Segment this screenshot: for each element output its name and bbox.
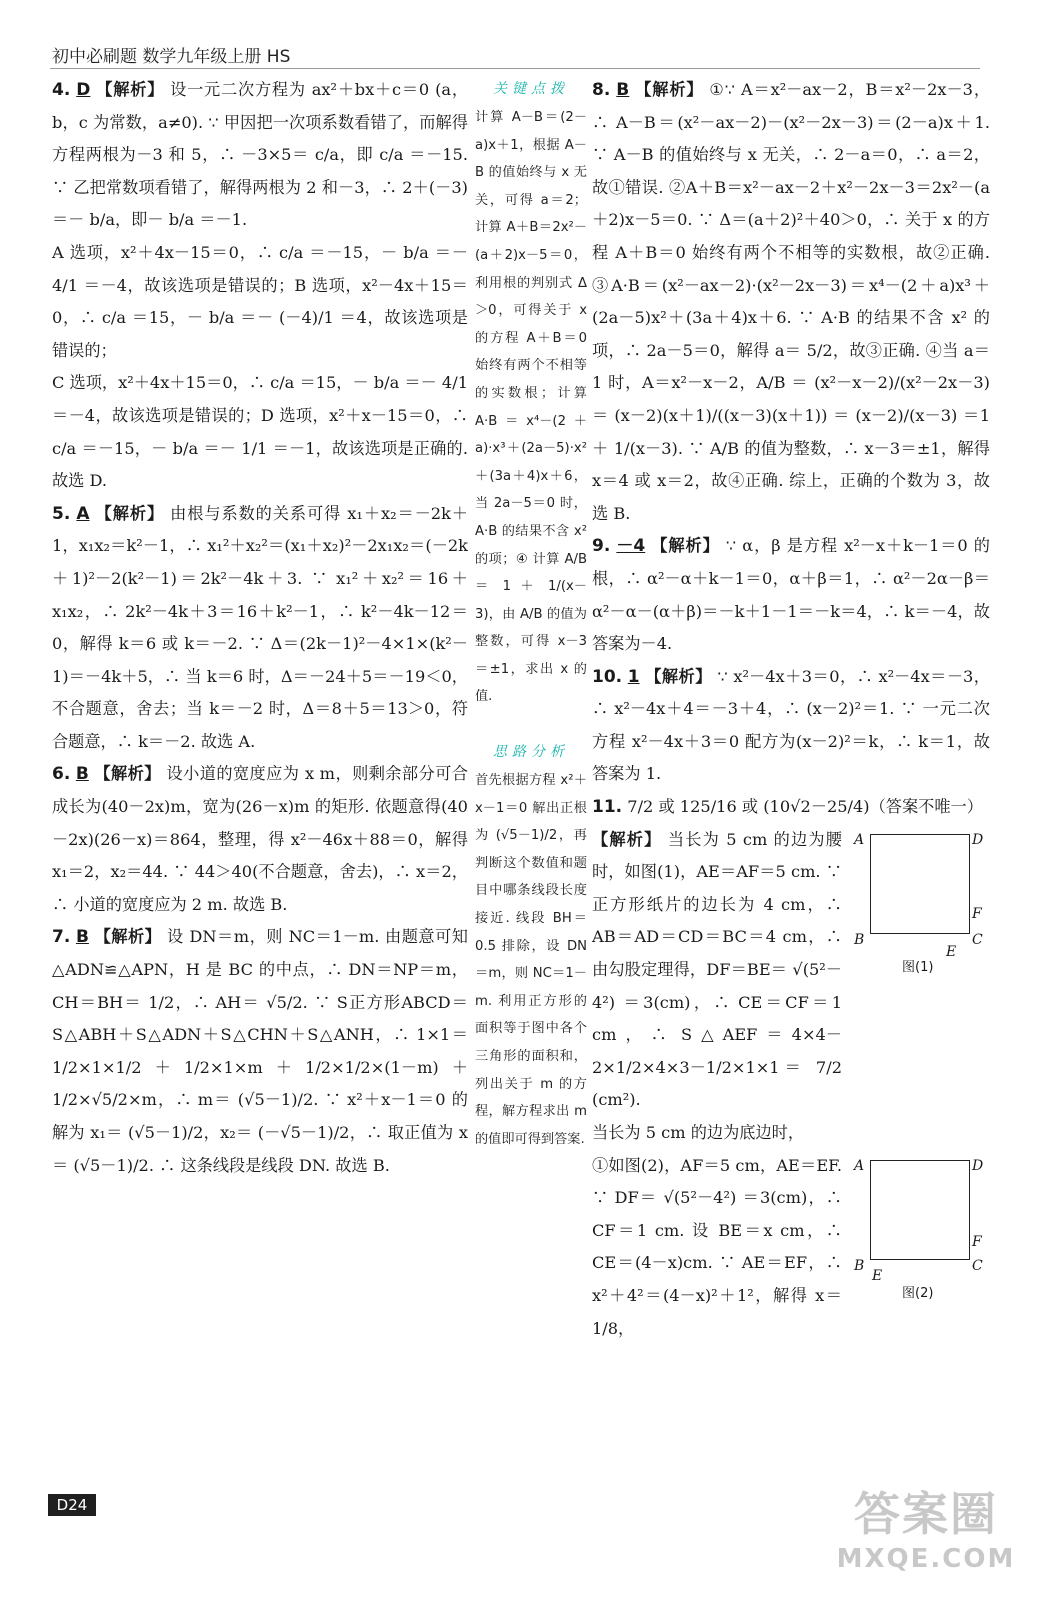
analysis-tag: 【解析】	[645, 666, 712, 686]
tip-title: 关键点拨	[493, 81, 569, 97]
question-answer: 7/2 或 125/16 或 (10√2－25/4)（答案不唯一）	[627, 797, 983, 817]
question-answer: B	[75, 764, 89, 785]
analysis-tag: 【解析】	[95, 503, 165, 523]
header-divider	[50, 68, 980, 69]
square-shape	[870, 834, 970, 934]
question-answer: B	[75, 927, 89, 948]
side-notes	[475, 74, 587, 1153]
question-10	[592, 661, 990, 791]
analysis-text: 设小道的宽度应为 x m，则剩余部分可合成长为(40－2x)m，宽为(26－x)m 的矩形. 依题意得(40－2x)(26－x)＝864，整理，得 x²－46x＋88＝0，解得 x₁＝2，x₂＝44. ∵ 44＞40(不合题意，舍去)，∴ x＝2，∴ 小道的宽度应为 2 m. 故选 B.	[52, 764, 468, 914]
question-answer: 1	[627, 666, 640, 687]
question-6	[52, 758, 468, 921]
question-5	[52, 498, 468, 759]
analysis-text: 当长为 5 cm 的边为底边时，	[592, 1123, 805, 1142]
analysis-tag: 【解析】	[592, 829, 662, 849]
vertex-label: A	[854, 831, 865, 848]
page-header: 初中必刷题 数学九年级上册 HS	[52, 47, 291, 67]
vertex-label: E	[872, 1267, 883, 1284]
analysis-text: ①∵ A＝x²－ax－2，B＝x²－2x－3，∴ A－B＝(x²－ax－2)－(x²－2x－3)＝(2－a)x＋1. ∵ A－B 的值始终与 x 无关，∴ 2－a＝0，∴ a＝2，故①错误. ②A＋B＝x²－ax－2＋x²－2x－3＝2x²－(a＋2)x－5＝0. ∵ Δ＝(a＋2)²＋40＞0，∴ 关于 x 的方程 A＋B＝0 始终有两个不相等的实数根，故②正确. ③A·B＝(x²－ax－2)·(x²－2x－3)＝x⁴－(2＋a)x³＋(2a－5)x²＋(3a＋4)x＋6. ∵ A·B 的结果不含 x² 的项，∴ 2a－5＝0，解得 a＝ 5/2，故③正确. ④当 a＝1 时，A＝x²－x－2，A/B ＝ (x²－x－2)/(x²－2x－3) ＝ (x－2)(x＋1)/((x－3)(x＋1)) ＝ (x－2)/(x－3) ＝1＋ 1/(x－3). ∵ A/B 的值为整数，∴ x－3＝±1，解得 x＝4 或 x＝2，故④正确. 综上，正确的个数为 3，故选 B.	[592, 80, 991, 523]
right-column	[592, 74, 990, 1345]
square-shape	[870, 1160, 970, 1260]
question-number: 11.	[592, 797, 623, 818]
analysis-text: ①如图(2)，AF＝5 cm，AE＝EF. ∵ DF＝ √(5²－4²) ＝3(cm)，∴ CF＝1 cm. 设 BE＝x cm，∴ CE＝(4－x)cm. ∵ AE＝EF，∴ x²＋4²＝(4－x)²＋1²，解得 x＝ 1/8，	[592, 1155, 842, 1338]
question-number: 5.	[52, 503, 71, 524]
question-9	[592, 530, 990, 660]
question-answer: －4	[616, 536, 646, 557]
vertex-label: A	[854, 1157, 865, 1174]
watermark-text: MXQE.COM	[836, 1544, 1016, 1574]
vertex-label: D	[972, 831, 984, 848]
analysis-tag: 【解析】	[96, 80, 165, 99]
question-number: 4.	[52, 80, 71, 100]
watermark-logo	[836, 1478, 1016, 1588]
tip-text: 计算 A－B＝(2－a)x＋1，根据 A－B 的值始终与 x 无关，可得 a＝2；计算 A＋B＝2x²－(a＋2)x－5＝0，利用根的判别式 Δ＞0，可得关于 x 的方程 A＋B＝0 始终有两个不相等的实数根；计算 A·B＝x⁴－(2＋a)·x³＋(2a－5)·x²＋(3a＋4)x＋6，当 2a－5＝0 时，A·B 的结果不含 x² 的项；④ 计算 A/B ＝ 1 ＋ 1/(x－3)，由 A/B 的值为整数，可得 x－3＝±1，求出 x 的值.	[475, 110, 587, 705]
analysis-text: 由根与系数的关系可得 x₁＋x₂＝－2k＋1，x₁x₂＝k²－1，∴ x₁²＋x₂²＝(x₁＋x₂)²－2x₁x₂＝(－2k＋1)²－2(k²－1)＝2k²－4k＋3. ∵ x₁²＋x₂²＝16＋x₁x₂，∴ 2k²－4k＋3＝16＋k²－1，∴ k²－4k－12＝0，解得 k＝6 或 k＝－2. ∵ Δ＝(2k－1)²－4×1×(k²－1)＝－4k＋5，∴ 当 k＝6 时，Δ＝－24＋5＝－19＜0，不合题意，舍去；当 k＝－2 时，Δ＝8＋5＝13＞0，符合题意，∴ k＝－2. 故选 A.	[52, 503, 468, 751]
analysis-text: 设 DN＝m，则 NC＝1－m. 由题意可知△ADN≌△APN，H 是 BC 的中点，∴ DN＝NP＝m，CH＝BH＝ 1/2，∴ AH＝ √5/2. ∵ S正方形ABCD＝S△ABH＋S△ADN＋S△CHN＋S△ANH，∴ 1×1＝ 1/2×1×1/2＋1/2×1×m＋1/2×1/2×(1－m)＋1/2×√5/2×m，∴ m＝ (√5－1)/2. ∵ x²＋x－1＝0 的解为 x₁＝ (√5－1)/2，x₂＝ (－√5－1)/2，∴ 取正值为 x＝ (√5－1)/2. ∴ 这条线段是线段 DN. 故选 B.	[52, 927, 468, 1175]
analysis-tag: 【解析】	[94, 927, 162, 947]
vertex-label: D	[972, 1157, 984, 1174]
page-number: D24	[48, 1494, 96, 1516]
question-number: 6.	[52, 764, 71, 785]
tip-text: 首先根据方程 x²＋x－1＝0 解出正根为 (√5－1)/2，再判断这个数值和题目中哪条线段长度接近. 线段 BH＝0.5 排除，设 DN＝m，则 NC＝1－m. 利用正方形的面积等于图中各个三角形的面积和，列出关于 m 的方程，解方程求出 m 的值即可得到答案.	[475, 773, 587, 1147]
figure-2	[850, 1150, 990, 1300]
analysis-text: 当长为 5 cm 的边为腰时，如图(1)，AE＝AF＝5 cm. ∵ 正方形纸片的边长为 4 cm，∴ AB＝AD＝CD＝BC＝4 cm，∴ 由勾股定理得，DF＝BE＝ √(5²－4²) ＝3(cm)，∴ CE＝CF＝1 cm，∴ S△AEF＝4×4－2×1/2×4×3－1/2×1×1＝ 7/2 (cm²).	[592, 829, 842, 1110]
question-number: 9.	[592, 536, 611, 557]
analysis-text: A 选项，x²＋4x－15＝0，∴ c/a ＝－15，－ b/a ＝－ 4/1 ＝－4，故该选项是错误的；B 选项，x²－4x＋15＝0，∴ c/a ＝15，－ b/a ＝－ (－4)/1 ＝4，故该选项是错误的；	[52, 242, 468, 360]
analysis-tag: 【解析】	[635, 80, 704, 99]
vertex-label: B	[854, 1257, 865, 1274]
question-4	[52, 74, 468, 498]
analysis-text: ∵ α，β 是方程 x²－x＋k－1＝0 的根，∴ α²－α＋k－1＝0，α＋β＝1，∴ α²－2α－β＝α²－α－(α＋β)＝－k＋1－1＝－k＝4，∴ k＝－4，故答案为－4.	[592, 536, 990, 654]
watermark-text: 答案圈	[854, 1487, 998, 1541]
figure-1	[850, 824, 990, 974]
question-number: 10.	[592, 666, 623, 687]
analysis-tag: 【解析】	[651, 536, 720, 556]
question-answer: B	[616, 80, 630, 100]
tip-title: 思路分析	[493, 744, 569, 761]
vertex-label: E	[946, 943, 957, 960]
question-number: 7.	[52, 927, 71, 948]
question-11	[592, 791, 990, 1345]
left-column	[52, 74, 468, 1182]
question-number: 8.	[592, 80, 611, 100]
figure-caption: 图(1)	[902, 959, 934, 975]
analysis-tag: 【解析】	[94, 764, 161, 784]
vertex-label: B	[854, 931, 865, 948]
question-answer: D	[76, 80, 91, 100]
question-answer: A	[76, 503, 90, 524]
analysis-text: C 选项，x²＋4x＋15＝0，∴ c/a ＝15，－ b/a ＝－ 4/1 ＝－4，故该选项是错误的；D 选项，x²＋x－15＝0，∴ c/a ＝－15，－ b/a ＝－ 1/1 ＝－1，故该选项是正确的. 故选 D.	[52, 373, 468, 491]
question-7	[52, 921, 468, 1182]
vertex-label: C	[972, 1257, 983, 1274]
vertex-label: F	[972, 1233, 982, 1250]
figure-caption: 图(2)	[902, 1285, 934, 1301]
vertex-label: F	[972, 905, 982, 922]
question-8	[592, 74, 990, 530]
vertex-label: C	[972, 931, 983, 948]
analysis-text: 设一元二次方程为 ax²＋bx＋c＝0 (a，b，c 为常数，a≠0). ∵ 甲因把一次项系数看错了，而解得方程两根为－3 和 5，∴ －3×5＝ c/a，即 c/a ＝－15. ∵ 乙把常数项看错了，解得两根为 2 和－3，∴ 2＋(－3)＝－ b/a，即－ b/a ＝－1.	[52, 80, 469, 230]
analysis-text: ∵ x²－4x＋3＝0，∴ x²－4x＝－3，∴ x²－4x＋4＝－3＋4，∴ (x－2)²＝1. ∵ 一元二次方程 x²－4x＋3＝0 配方为(x－2)²＝k，∴ k＝1，故答案为 1.	[592, 666, 990, 784]
